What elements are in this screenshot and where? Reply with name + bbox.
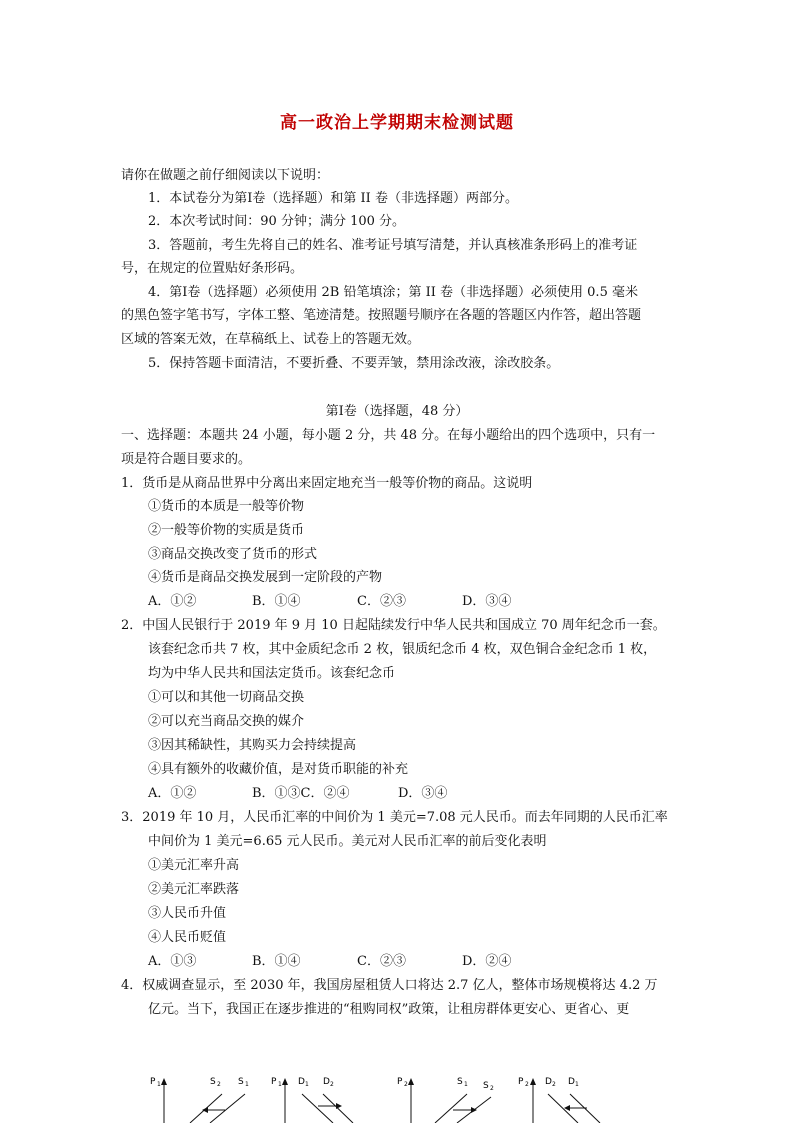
axis-label-sub: 2: [525, 1081, 529, 1088]
supply-demand-chart-3: [395, 1072, 505, 1127]
instructions-intro: 请你在做题之前仔细阅读以下说明：: [121, 168, 330, 183]
supply-demand-chart-4: [512, 1072, 612, 1127]
statement: ①美元汇率升高: [148, 858, 240, 873]
option-a: A．①②: [148, 594, 197, 609]
axis-label-sub: 2: [404, 1081, 408, 1088]
axis-label-sub: 1: [157, 1081, 161, 1088]
statement: ①可以和其他一切商品交换: [148, 690, 305, 705]
curve-label: D: [568, 1077, 575, 1087]
axis-label: P: [150, 1077, 156, 1087]
supply-demand-chart-1: [150, 1072, 260, 1127]
statement: ③因其稀缺性，其购买力会持续提高: [148, 738, 357, 753]
section-heading: 第Ⅰ卷（选择题，48 分）: [325, 404, 469, 419]
option-d: D．②④: [462, 954, 512, 969]
statement: ②一般等价物的实质是货币: [148, 523, 305, 538]
instruction-line: 4．第Ⅰ卷（选择题）必须使用 2B 铅笔填涂；第 II 卷（非选择题）必须使用 0.5 毫米: [148, 285, 638, 300]
statement: ①货币的本质是一般等价物: [148, 499, 305, 514]
question-4-stem: 4．权威调查显示，至 2030 年，我国房屋租赁人口将达 2.7 亿人，整体市场规模将达 4.2 万: [121, 978, 658, 993]
statement: ③人民币升值: [148, 906, 227, 921]
curve-label: S: [483, 1081, 489, 1091]
question-4-stem: 亿元。当下，我国正在逐步推进的“租购同权”政策，让租房群体更安心、更省心、更: [148, 1002, 630, 1017]
axis-label: P: [271, 1077, 277, 1087]
option-b-c: B．①③C．②④: [252, 786, 350, 801]
question-3-stem: 中间价为 1 美元=6.65 元人民币。美元对人民币汇率的前后变化表明: [148, 834, 547, 849]
curve-label-sub: 2: [490, 1085, 494, 1092]
instruction-line: 号，在规定的位置贴好条形码。: [121, 261, 304, 276]
instruction-line: 2．本次考试时间：90 分钟；满分 100 分。: [148, 214, 406, 229]
instruction-line: 的黑色签字笔书写，字体工整、笔迹清楚。按照题号顺序在各题的答题区内作答，超出答题: [121, 308, 642, 323]
statement: ④具有额外的收藏价值，是对货币职能的补充: [148, 762, 409, 777]
statement: ④人民币贬值: [148, 930, 227, 945]
supply-demand-chart-2: [268, 1072, 368, 1127]
curve-label-sub: 1: [464, 1081, 468, 1088]
option-b: B．①④: [252, 954, 301, 969]
curve-label-sub: 2: [552, 1081, 556, 1088]
instruction-line: 5．保持答题卡面清洁，不要折叠、不要弄皱，禁用涂改液，涂改胶条。: [148, 356, 560, 371]
curve-label-sub: 1: [575, 1081, 579, 1088]
curve-label-sub: 2: [330, 1081, 334, 1088]
curve-label-sub: 1: [305, 1081, 309, 1088]
curve-label: S: [457, 1077, 463, 1087]
question-2-stem: 该套纪念币共 7 枚，其中金质纪念币 2 枚，银质纪念币 4 枚，双色铜合金纪念币 1 枚，: [148, 642, 657, 657]
curve-label: D: [545, 1077, 552, 1087]
option-c: C．②③: [357, 594, 406, 609]
question-1-stem: 1．货币是从商品世界中分离出来固定地充当一般等价物的商品。这说明: [121, 476, 533, 491]
statement: ②美元汇率跌落: [148, 882, 240, 897]
statement: ③商品交换改变了货币的形式: [148, 547, 318, 562]
option-a: A．①③: [148, 954, 197, 969]
page-title: 高一政治上学期期末检测试题: [280, 113, 514, 133]
instruction-line: 区域的答案无效，在草稿纸上、试卷上的答题无效。: [121, 332, 421, 347]
option-d: D．③④: [398, 786, 448, 801]
curve-label: S: [210, 1077, 216, 1087]
curve-label: D: [323, 1077, 330, 1087]
instruction-line: 3．答题前，考生先将自己的姓名、准考证号填写清楚，并认真核准条形码上的准考证: [148, 238, 638, 253]
option-a: A．①②: [148, 786, 197, 801]
axis-label: P: [518, 1077, 524, 1087]
curve-label: S: [238, 1077, 244, 1087]
instruction-line: 1．本试卷分为第Ⅰ卷（选择题）和第 II 卷（非选择题）两部分。: [148, 191, 518, 206]
option-b: B．①④: [252, 594, 301, 609]
curve-label-sub: 1: [245, 1081, 249, 1088]
question-3-stem: 3．2019 年 10 月，人民币汇率的中间价为 1 美元=7.08 元人民币。而去年同期的人民币汇率: [121, 810, 668, 825]
option-d: D．③④: [462, 594, 512, 609]
curve-label: D: [298, 1077, 305, 1087]
question-2-stem: 2．中国人民银行于 2019 年 9 月 10 日起陆续发行中华人民共和国成立 70 周年纪念币一套。: [121, 618, 666, 633]
option-c: C．②③: [357, 954, 406, 969]
curve-label-sub: 2: [217, 1081, 221, 1088]
statement: ②可以充当商品交换的媒介: [148, 714, 305, 729]
axis-label-sub: 1: [278, 1081, 282, 1088]
question-2-stem: 均为中华人民共和国法定货币。该套纪念币: [148, 666, 396, 681]
statement: ④货币是商品交换发展到一定阶段的产物: [148, 570, 383, 585]
axis-label: P: [397, 1077, 403, 1087]
section-description: 项是符合题目要求的。: [121, 452, 252, 467]
section-description: 一、选择题：本题共 24 小题，每小题 2 分，共 48 分。在每小题给出的四个选项中，只有一: [121, 428, 656, 443]
